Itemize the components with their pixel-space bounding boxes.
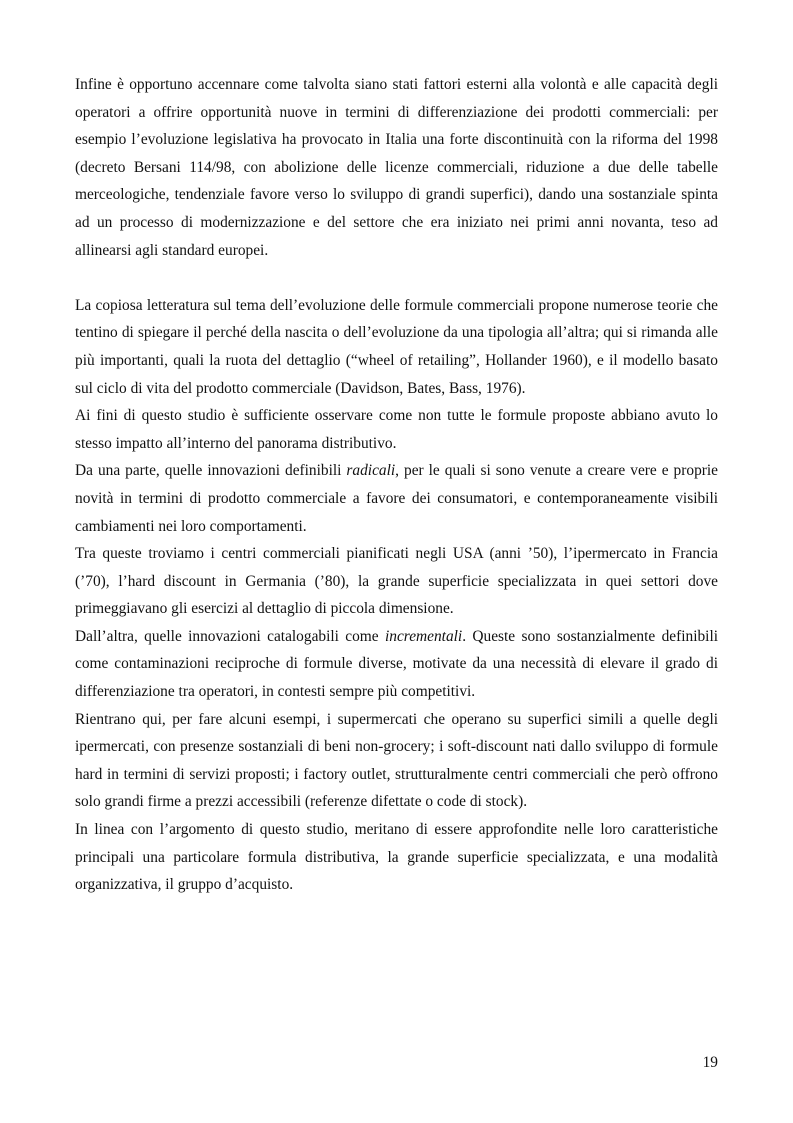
page-number: 19 — [702, 1054, 718, 1071]
page-body — [75, 71, 718, 899]
radical-rest-text: , per le quali si sono venute a creare vere e proprie novità in termini di prodotto commerciale a favore dei consumatori, e contemporaneamente visibili cambiamenti nei loro comportamenti. — [75, 462, 718, 535]
paragraph-examples-radical: Tra queste troviamo i centri commerciali pianificati negli USA (anni ’50), l’ipermercato in Francia (’70), l’hard discount in Germania (’80), la grande superficie specializzata in quei settori dove primeggiavano gli esercizi al dettaglio di piccola dimensione. — [75, 545, 718, 618]
incremental-term: incrementali — [384, 627, 463, 645]
radical-intro-text: Da una parte, quelle innovazioni definibili — [75, 462, 347, 480]
paragraph-radical-innovations — [75, 457, 718, 540]
paragraph-examples-incremental: Rientrano qui, per fare alcuni esempi, i supermercati che operano su superfici simili a quelle degli ipermercati, con presenze sostanziali di beni non-grocery; i soft-discount nati dallo sviluppo di formule hard in termini di servizi proposti; i factory outlet, strutturalmente centri commerciali che però offrono solo grandi firme a prezzi accessibili (referenze difettate o code di stock). — [75, 710, 718, 811]
paragraph-incremental-innovations — [75, 623, 718, 706]
paragraph-conclusion: In linea con l’argomento di questo studio, meritano di essere approfondite nelle loro caratteristiche principali una particolare formula distributiva, la grande superficie specializzata, e una modalità organizzativa, il gruppo d’acquisto. — [75, 821, 718, 894]
paragraph-literature: La copiosa letteratura sul tema dell’evoluzione delle formule commerciali propone numerose teorie che tentino di spiegare il perché della nascita o dell’evoluzione da una tipologia all’altra; qui si rimanda alle più importanti, quali la ruota del dettaglio (“wheel of retailing”, Hollander 1960), e il modello basato sul ciclo di vita del prodotto commerciale (Davidson, Bates, Bass, 1976). — [75, 296, 718, 397]
incremental-rest-text: . Queste sono sostanzialmente definibili come contaminazioni reciproche di formule diverse, motivate da una necessità di elevare il grado di differenziazione tra operatori, in contesti sempre più competitivi. — [75, 627, 719, 701]
paragraph-legislation: Infine è opportuno accennare come talvolta siano stati fattori esterni alla volontà e alle capacità degli operatori a offrire opportunità nuove in termini di differenziazione dei prodotti commerciali: per esempio l’evoluzione legislativa ha provocato in Italia una forte discontinuità con la riforma del 1998 (decreto Bersani 114/98, con abolizione delle licenze commerciali, riduzione a due delle tabelle merceologiche, tendenziale favore verso lo sviluppo di grandi superfici), dando una sostanziale spinta ad un processo di modernizzazione e del settore che era iniziato nei primi anni novanta, teso ad allinearsi agli standard europei. — [75, 76, 718, 259]
radical-term: radicali — [346, 462, 396, 480]
paragraph-impact: Ai fini di questo studio è sufficiente osservare come non tutte le formule proposte abbiano avuto lo stesso impatto all’interno del panorama distributivo. — [75, 407, 718, 452]
incremental-intro-text: Dall’altra, quelle innovazioni catalogabili come — [75, 627, 385, 645]
